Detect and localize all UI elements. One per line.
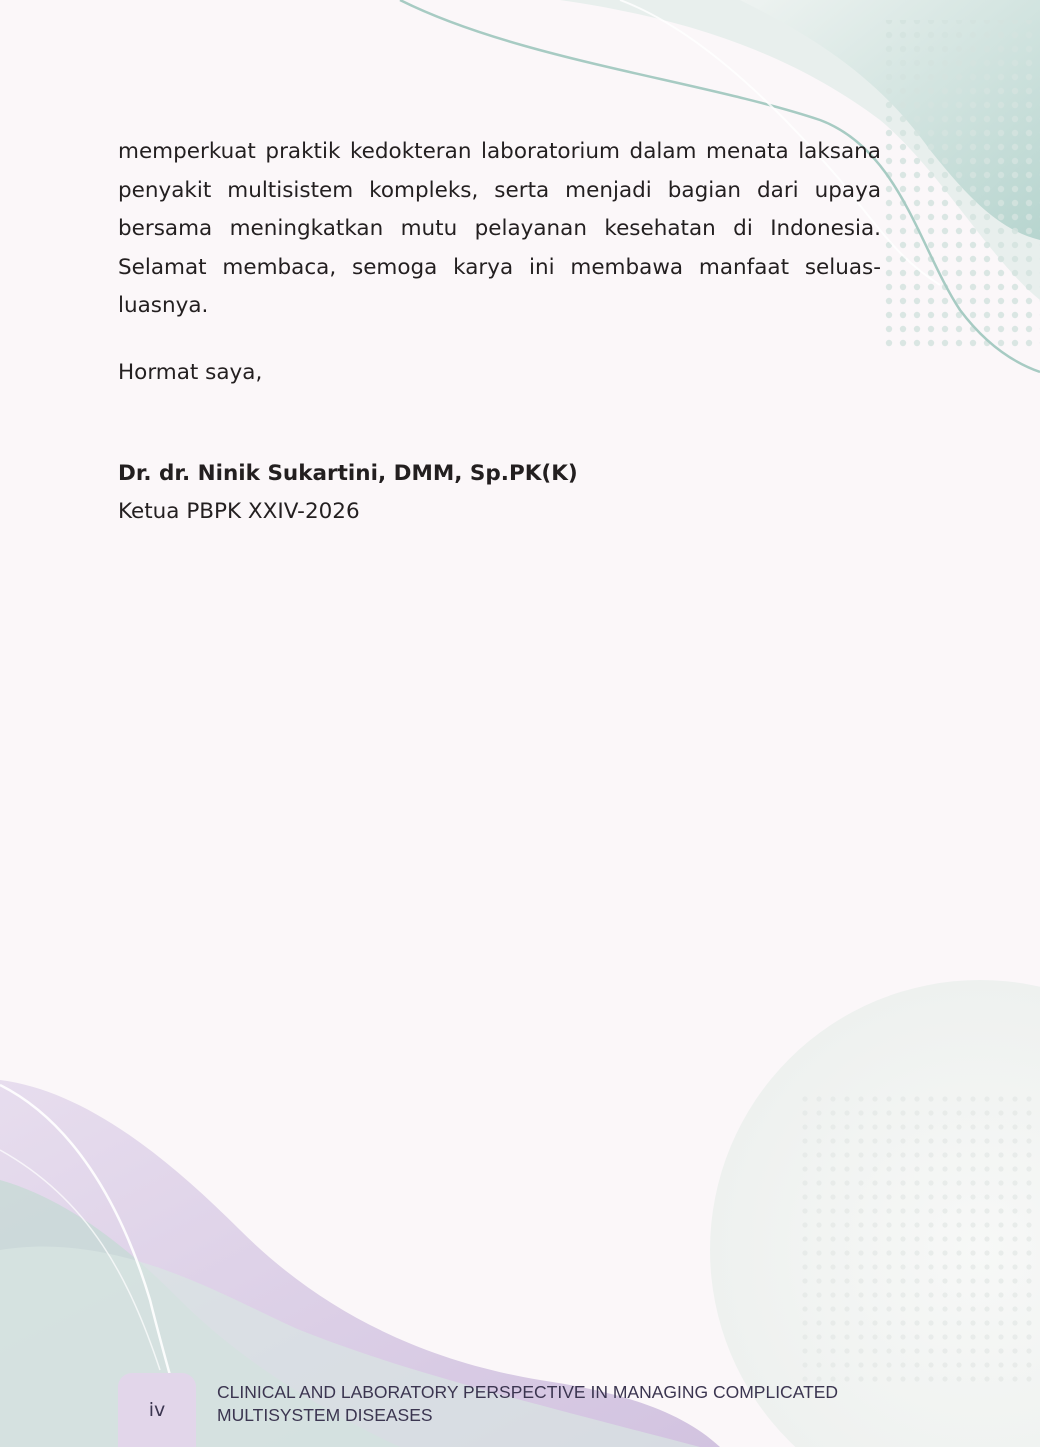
footer-book-title: CLINICAL AND LABORATORY PERSPECTIVE IN MANAGING COMPLICATED MULTISYSTEM DISEASES — [217, 1382, 839, 1425]
body-paragraph: memperkuat praktik kedokteran laboratorium dalam menata laksana penyakit multisistem kompleks, serta menjadi bagian dari upaya bersama meningkatkan mutu pelayanan kesehatan di Indonesia. Selamat membaca, semoga karya ini membawa manfaat seluas-luasnya. — [118, 139, 881, 318]
page-number-badge — [118, 1373, 196, 1447]
page-number: iv — [148, 1399, 166, 1421]
signatory-name: Dr. dr. Ninik Sukartini, DMM, Sp.PK(K) — [118, 461, 578, 486]
body-text — [118, 133, 881, 326]
closing-salutation: Hormat saya, — [118, 360, 263, 385]
signatory-title: Ketua PBPK XXIV-2026 — [118, 499, 360, 524]
